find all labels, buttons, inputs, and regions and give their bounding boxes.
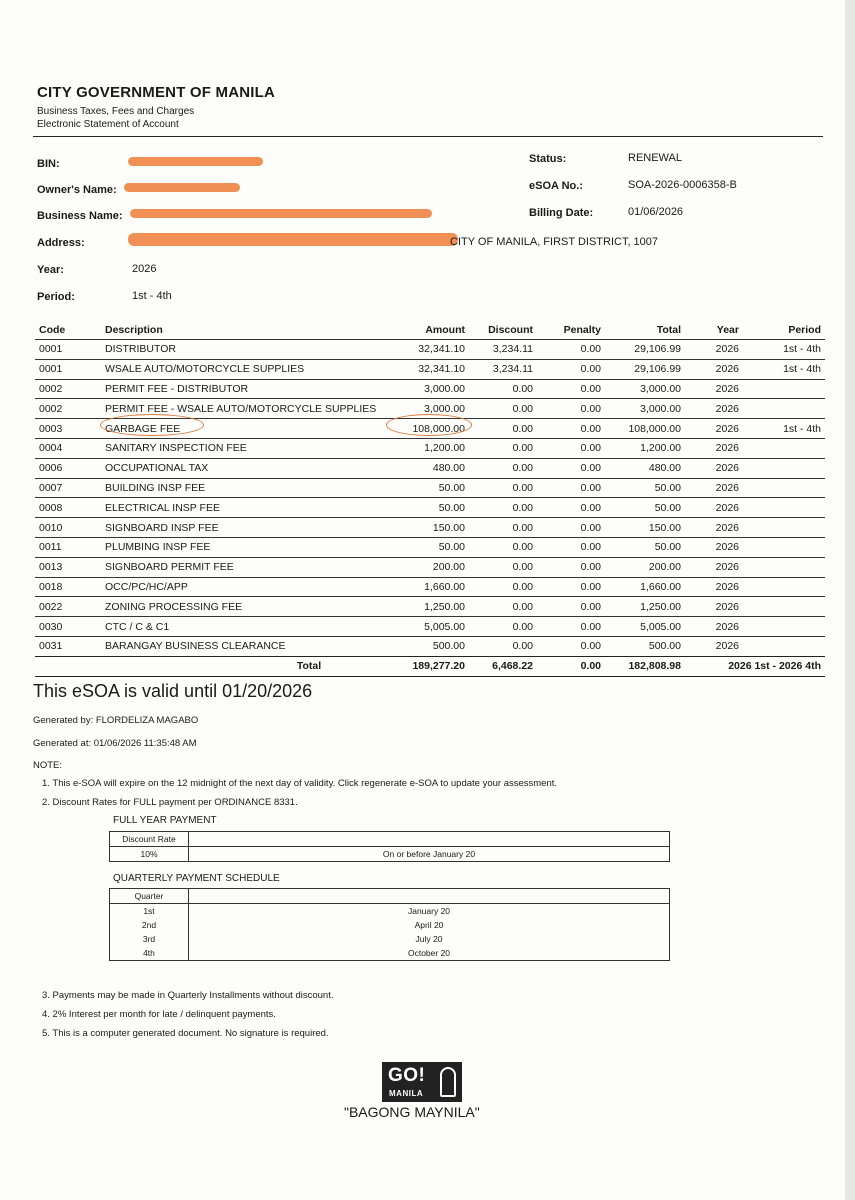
cell-year: 2026: [685, 478, 743, 498]
note-1: 1. This e-SOA will expire on the 12 midnight of the next day of validity. Click regenerate e-SOA to update your assessment.: [42, 778, 558, 789]
cell-description: ZONING PROCESSING FEE: [101, 597, 401, 617]
owner-label: Owner's Name:: [37, 184, 117, 196]
go-manila-logo: GO! MANILA: [382, 1062, 462, 1102]
cell-year: 2026: [685, 518, 743, 538]
cell-period: 1st - 4th: [743, 340, 825, 360]
cell-discount: 0.00: [469, 458, 537, 478]
header-subtitle-1: Business Taxes, Fees and Charges: [37, 106, 195, 117]
period-label: Period:: [37, 291, 75, 303]
cell-code: 0003: [35, 419, 101, 439]
cell-year: 2026: [685, 617, 743, 637]
cell-code: 0001: [35, 359, 101, 379]
table-row: [35, 597, 825, 617]
table-row: [35, 478, 825, 498]
table-row: [35, 617, 825, 637]
address-value: CITY OF MANILA, FIRST DISTRICT, 1007: [450, 236, 659, 248]
cell-description: OCCUPATIONAL TAX: [101, 458, 401, 478]
cell-penalty: 0.00: [537, 577, 605, 597]
cell-total: 3,000.00: [605, 379, 685, 399]
cell-discount: 0.00: [469, 557, 537, 577]
document-header: [37, 84, 275, 131]
cell-discount: 0.00: [469, 379, 537, 399]
cell-penalty: 0.00: [537, 340, 605, 360]
cell-period: [743, 636, 825, 656]
cell-total: 500.00: [605, 636, 685, 656]
esoa-value: SOA-2026-0006358-B: [628, 179, 737, 191]
col-amount: Amount: [425, 323, 465, 336]
cell-code: 0013: [35, 557, 101, 577]
cell-amount: 32,341.10: [401, 359, 469, 379]
annotation-circle-garbage-fee: [100, 414, 204, 436]
cell-description: PLUMBING INSP FEE: [101, 537, 401, 557]
cell-penalty: 0.00: [537, 419, 605, 439]
cell-discount: 0.00: [469, 498, 537, 518]
annotation-circle-garbage-amount: [386, 414, 472, 436]
cell-code: 0006: [35, 458, 101, 478]
cell-period: [743, 458, 825, 478]
full-year-table: [109, 831, 670, 862]
cell-penalty: 0.00: [537, 597, 605, 617]
quarter-deadline: April 20: [189, 918, 670, 932]
quarter-row: [110, 918, 670, 932]
cell-amount: 1,250.00: [401, 597, 469, 617]
esoa-label: eSOA No.:: [529, 180, 583, 192]
cell-amount: 150.00: [401, 518, 469, 538]
cell-description: OCC/PC/HC/APP: [101, 577, 401, 597]
cell-year: 2026: [685, 399, 743, 419]
cell-period: [743, 537, 825, 557]
col-description: Description: [105, 323, 163, 336]
header-subtitle-2: Electronic Statement of Account: [37, 119, 179, 130]
col-year: Year: [716, 323, 739, 336]
cell-total: 150.00: [605, 518, 685, 538]
cell-description: PERMIT FEE - WSALE AUTO/MOTORCYCLE SUPPLIES: [101, 399, 401, 419]
quarter-name: 4th: [110, 946, 189, 961]
cell-total: 1,250.00: [605, 597, 685, 617]
quarterly-title: QUARTERLY PAYMENT SCHEDULE: [113, 873, 280, 884]
cell-period: [743, 379, 825, 399]
fees-table: [35, 320, 825, 677]
cell-discount: 3,234.11: [469, 340, 537, 360]
quarter-name: 2nd: [110, 918, 189, 932]
quarter-name: 3rd: [110, 932, 189, 946]
cell-amount: 32,341.10: [401, 340, 469, 360]
cell-total: 50.00: [605, 478, 685, 498]
cell-year: 2026: [685, 498, 743, 518]
full-year-deadline: On or before January 20: [189, 847, 670, 862]
full-year-title: FULL YEAR PAYMENT: [113, 815, 217, 826]
table-row: [35, 577, 825, 597]
cell-penalty: 0.00: [537, 557, 605, 577]
cell-total: 50.00: [605, 498, 685, 518]
cell-penalty: 0.00: [537, 617, 605, 637]
cell-period: [743, 399, 825, 419]
tower-icon: [440, 1067, 456, 1097]
cell-total: 108,000.00: [605, 419, 685, 439]
cell-discount: 0.00: [469, 636, 537, 656]
cell-penalty: 0.00: [537, 438, 605, 458]
cell-amount: 1,660.00: [401, 577, 469, 597]
col-total: Total: [656, 323, 681, 336]
cell-year: 2026: [685, 597, 743, 617]
cell-year: 2026: [685, 438, 743, 458]
quarter-row: [110, 946, 670, 961]
cell-penalty: 0.00: [537, 537, 605, 557]
bin-label: BIN:: [37, 158, 60, 170]
cell-year: 2026: [685, 577, 743, 597]
cell-amount: 50.00: [401, 498, 469, 518]
cell-period: [743, 617, 825, 637]
address-label: Address:: [37, 237, 85, 249]
year-value: 2026: [132, 263, 157, 275]
cell-penalty: 0.00: [537, 379, 605, 399]
cell-total: 50.00: [605, 537, 685, 557]
cell-penalty: 0.00: [537, 399, 605, 419]
cell-year: 2026: [685, 359, 743, 379]
cell-penalty: 0.00: [537, 498, 605, 518]
cell-total: 29,106.99: [605, 340, 685, 360]
cell-total: 29,106.99: [605, 359, 685, 379]
cell-discount: 0.00: [469, 537, 537, 557]
header-divider: [33, 136, 823, 137]
cell-description: SIGNBOARD INSP FEE: [101, 518, 401, 538]
cell-year: 2026: [685, 557, 743, 577]
cell-discount: 3,234.11: [469, 359, 537, 379]
cell-penalty: 0.00: [537, 518, 605, 538]
table-row: [35, 458, 825, 478]
cell-period: [743, 438, 825, 458]
table-row: [35, 537, 825, 557]
cell-description: WSALE AUTO/MOTORCYCLE SUPPLIES: [101, 359, 401, 379]
cell-code: 0011: [35, 537, 101, 557]
table-row: [35, 340, 825, 360]
quarter-row: [110, 932, 670, 946]
cell-year: 2026: [685, 537, 743, 557]
cell-description: SIGNBOARD PERMIT FEE: [101, 557, 401, 577]
note-4: 4. 2% Interest per month for late / delinquent payments.: [42, 1009, 276, 1020]
table-row: [35, 438, 825, 458]
cell-description: CTC / C & C1: [101, 617, 401, 637]
redaction-address: [128, 233, 458, 246]
note-2: 2. Discount Rates for FULL payment per ORDINANCE 8331.: [42, 797, 298, 808]
cell-amount: 500.00: [401, 636, 469, 656]
cell-total: 1,660.00: [605, 577, 685, 597]
generated-at: Generated at: 01/06/2026 11:35:48 AM: [33, 738, 197, 749]
cell-penalty: 0.00: [537, 458, 605, 478]
org-title: CITY GOVERNMENT OF MANILA: [37, 84, 276, 101]
total-period: 2026 1st - 2026 4th: [685, 656, 825, 676]
generated-by: Generated by: FLORDELIZA MAGABO: [33, 715, 199, 726]
table-row: [35, 636, 825, 656]
cell-code: 0008: [35, 498, 101, 518]
full-year-rate: 10%: [110, 847, 189, 862]
quarterly-table: [109, 888, 670, 961]
table-total-row: [35, 656, 825, 676]
cell-amount: 5,005.00: [401, 617, 469, 637]
cell-penalty: 0.00: [537, 359, 605, 379]
quarter-name: 1st: [110, 904, 189, 919]
cell-code: 0010: [35, 518, 101, 538]
table-row: [35, 518, 825, 538]
cell-amount: 3,000.00: [401, 379, 469, 399]
col-discount: Discount: [488, 323, 533, 336]
redaction-business-name: [130, 209, 432, 218]
note-label: NOTE:: [33, 760, 63, 771]
total-discount: 6,468.22: [469, 656, 537, 676]
cell-year: 2026: [685, 379, 743, 399]
cell-code: 0002: [35, 399, 101, 419]
col-code: Code: [39, 323, 66, 336]
cell-discount: 0.00: [469, 617, 537, 637]
full-year-header: Discount Rate: [110, 832, 189, 847]
quarter-row: [110, 904, 670, 919]
status-value: RENEWAL: [628, 152, 682, 164]
cell-discount: 0.00: [469, 399, 537, 419]
quarter-deadline: January 20: [189, 904, 670, 919]
table-header-row: [35, 320, 825, 340]
cell-period: [743, 498, 825, 518]
cell-description: BUILDING INSP FEE: [101, 478, 401, 498]
cell-discount: 0.00: [469, 597, 537, 617]
cell-code: 0007: [35, 478, 101, 498]
cell-year: 2026: [685, 340, 743, 360]
cell-description: SANITARY INSPECTION FEE: [101, 438, 401, 458]
period-value: 1st - 4th: [132, 290, 172, 302]
billing-date-value: 01/06/2026: [628, 206, 684, 218]
cell-amount: 108,000.00: [401, 419, 469, 439]
status-label: Status:: [529, 153, 567, 165]
validity-text: This eSOA is valid until 01/20/2026: [33, 681, 313, 701]
cell-code: 0018: [35, 577, 101, 597]
cell-period: [743, 597, 825, 617]
cell-discount: 0.00: [469, 438, 537, 458]
cell-total: 1,200.00: [605, 438, 685, 458]
cell-period: 1st - 4th: [743, 419, 825, 439]
total-label: Total: [101, 656, 401, 676]
cell-code: 0001: [35, 340, 101, 360]
cell-code: 0031: [35, 636, 101, 656]
total-amount: 189,277.20: [401, 656, 469, 676]
cell-total: 480.00: [605, 458, 685, 478]
cell-code: 0004: [35, 438, 101, 458]
cell-code: 0030: [35, 617, 101, 637]
page-edge: [845, 0, 855, 1200]
col-penalty: Penalty: [563, 323, 601, 336]
note-5: 5. This is a computer generated document. No signature is required.: [42, 1028, 329, 1039]
table-row: [35, 379, 825, 399]
cell-amount: 200.00: [401, 557, 469, 577]
cell-period: [743, 557, 825, 577]
billing-date-label: Billing Date:: [529, 207, 594, 219]
quarter-deadline: July 20: [189, 932, 670, 946]
cell-total: 5,005.00: [605, 617, 685, 637]
total-total: 182,808.98: [605, 656, 685, 676]
cell-code: 0002: [35, 379, 101, 399]
total-penalty: 0.00: [537, 656, 605, 676]
redaction-owner: [124, 183, 240, 192]
quarter-deadline: October 20: [189, 946, 670, 961]
cell-year: 2026: [685, 419, 743, 439]
cell-code: 0022: [35, 597, 101, 617]
cell-total: 200.00: [605, 557, 685, 577]
cell-amount: 1,200.00: [401, 438, 469, 458]
business-name-label: Business Name:: [37, 210, 123, 222]
cell-description: GARBAGE FEE: [101, 419, 401, 439]
slogan: "BAGONG MAYNILA": [344, 1104, 480, 1120]
cell-description: DISTRIBUTOR: [101, 340, 401, 360]
cell-penalty: 0.00: [537, 478, 605, 498]
year-label: Year:: [37, 264, 64, 276]
cell-period: [743, 518, 825, 538]
cell-period: [743, 478, 825, 498]
cell-penalty: 0.00: [537, 636, 605, 656]
table-row: [35, 359, 825, 379]
cell-discount: 0.00: [469, 419, 537, 439]
cell-year: 2026: [685, 636, 743, 656]
note-3: 3. Payments may be made in Quarterly Installments without discount.: [42, 990, 334, 1001]
cell-description: ELECTRICAL INSP FEE: [101, 498, 401, 518]
cell-period: [743, 577, 825, 597]
redaction-bin: [128, 157, 263, 166]
cell-year: 2026: [685, 458, 743, 478]
cell-description: PERMIT FEE - DISTRIBUTOR: [101, 379, 401, 399]
cell-discount: 0.00: [469, 518, 537, 538]
cell-period: 1st - 4th: [743, 359, 825, 379]
cell-total: 3,000.00: [605, 399, 685, 419]
cell-description: BARANGAY BUSINESS CLEARANCE: [101, 636, 401, 656]
cell-amount: 50.00: [401, 478, 469, 498]
cell-amount: 3,000.00: [401, 399, 469, 419]
table-row: [35, 557, 825, 577]
cell-discount: 0.00: [469, 478, 537, 498]
quarter-header: Quarter: [110, 889, 189, 904]
col-period: Period: [788, 323, 821, 336]
cell-amount: 50.00: [401, 537, 469, 557]
cell-discount: 0.00: [469, 577, 537, 597]
table-row: [35, 498, 825, 518]
cell-amount: 480.00: [401, 458, 469, 478]
